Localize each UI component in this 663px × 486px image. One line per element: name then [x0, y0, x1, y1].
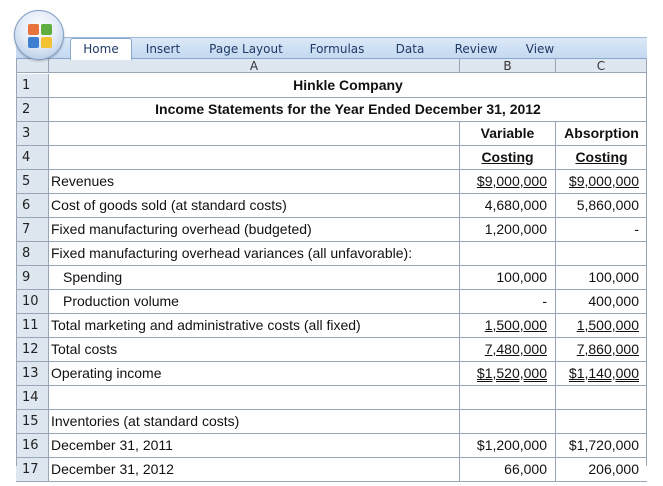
- row-number[interactable]: 3: [16, 122, 49, 145]
- sheet-row: [16, 434, 647, 458]
- row-number[interactable]: 10: [16, 290, 49, 313]
- column-header-a[interactable]: A: [49, 59, 460, 73]
- cell-c[interactable]: [556, 338, 647, 361]
- select-all-corner[interactable]: [16, 59, 49, 73]
- label-production-volume[interactable]: Production volume: [63, 293, 179, 309]
- row-number[interactable]: 11: [16, 314, 49, 337]
- value-text: 7,860,000: [576, 341, 639, 357]
- tab-insert[interactable]: Insert: [145, 42, 181, 56]
- spreadsheet-grid: [16, 59, 647, 477]
- cell-c[interactable]: [556, 170, 647, 193]
- label-overhead-variances[interactable]: Fixed manufacturing overhead variances (all unfavorable):: [51, 245, 413, 261]
- row-number[interactable]: 16: [16, 434, 49, 457]
- label-dec-2011[interactable]: December 31, 2011: [51, 437, 173, 453]
- row-number[interactable]: 9: [16, 266, 49, 289]
- header-costing-b-text: Costing: [481, 149, 534, 165]
- office-button[interactable]: [14, 10, 64, 60]
- sheet-row: [16, 266, 647, 290]
- cell-c[interactable]: 400,000: [588, 293, 639, 309]
- cell-b[interactable]: [460, 362, 555, 385]
- cell-c[interactable]: $1,720,000: [568, 437, 639, 453]
- row-number[interactable]: 13: [16, 362, 49, 385]
- column-header-b[interactable]: B: [460, 59, 556, 73]
- sheet-row: [16, 338, 647, 362]
- sheet-row: [16, 146, 647, 170]
- tab-view[interactable]: View: [525, 42, 555, 56]
- cell-b[interactable]: [460, 170, 555, 193]
- cell-b[interactable]: $1,200,000: [476, 437, 547, 453]
- cell-a[interactable]: [49, 122, 459, 145]
- tab-data[interactable]: Data: [395, 42, 425, 56]
- cell-b[interactable]: 4,680,000: [484, 197, 547, 213]
- cell-c[interactable]: -: [634, 221, 639, 237]
- row-number[interactable]: 12: [16, 338, 49, 361]
- sheet-row: [16, 242, 647, 266]
- row-number[interactable]: 1: [16, 74, 49, 97]
- cell-b[interactable]: 100,000: [496, 269, 547, 285]
- header-costing-c-text: Costing: [575, 149, 628, 165]
- label-marketing-admin[interactable]: Total marketing and administrative costs (all fixed): [51, 317, 361, 333]
- label-spending[interactable]: Spending: [63, 269, 123, 285]
- tab-home[interactable]: Home: [70, 38, 132, 60]
- tab-page-layout[interactable]: Page Layout: [209, 42, 283, 56]
- sheet-row: [16, 290, 647, 314]
- cell-c[interactable]: [556, 362, 647, 385]
- sheet-row: [16, 122, 647, 146]
- value-text: 1,500,000: [576, 317, 639, 333]
- header-costing-c[interactable]: [556, 146, 647, 169]
- cell-c[interactable]: [556, 314, 647, 337]
- cell-c[interactable]: [556, 242, 647, 265]
- cell-b[interactable]: 1,200,000: [484, 221, 547, 237]
- value-text: 1,500,000: [484, 317, 547, 333]
- value-text: $1,520,000: [476, 365, 547, 381]
- office-logo-icon: [28, 24, 52, 48]
- company-title[interactable]: Hinkle Company: [293, 77, 403, 93]
- label-total-costs[interactable]: Total costs: [51, 341, 118, 357]
- label-cogs[interactable]: Cost of goods sold (at standard costs): [51, 197, 287, 213]
- label-dec-2012[interactable]: December 31, 2012: [51, 461, 174, 477]
- cell-a[interactable]: [49, 386, 459, 409]
- column-header-c[interactable]: C: [556, 59, 647, 73]
- sheet-row: [16, 386, 647, 410]
- sheet-row: [16, 362, 647, 386]
- cell-b[interactable]: [460, 386, 555, 409]
- sheet-row: [16, 170, 647, 194]
- row-number[interactable]: 8: [16, 242, 49, 265]
- cell-b[interactable]: [460, 338, 555, 361]
- tab-review[interactable]: Review: [454, 42, 498, 56]
- label-inventories[interactable]: Inventories (at standard costs): [51, 413, 240, 429]
- sheet-row: [16, 218, 647, 242]
- cell-b[interactable]: -: [542, 293, 547, 309]
- sheet-row: [16, 98, 647, 122]
- tab-formulas[interactable]: Formulas: [309, 42, 365, 56]
- value-text: $9,000,000: [568, 173, 639, 189]
- value-text: $1,140,000: [568, 365, 639, 381]
- row-number[interactable]: 6: [16, 194, 49, 217]
- cell-c[interactable]: 5,860,000: [576, 197, 639, 213]
- sheet-row: [16, 194, 647, 218]
- header-variable[interactable]: Variable: [480, 125, 535, 141]
- label-operating-income[interactable]: Operating income: [51, 365, 162, 381]
- cell-c[interactable]: 206,000: [588, 461, 639, 477]
- cell-b[interactable]: [460, 314, 555, 337]
- value-text: 7,480,000: [484, 341, 547, 357]
- header-costing-b[interactable]: [460, 146, 555, 169]
- row-number[interactable]: 15: [16, 410, 49, 433]
- row-number[interactable]: 4: [16, 146, 49, 169]
- row-number[interactable]: 7: [16, 218, 49, 241]
- row-number[interactable]: 17: [16, 458, 49, 481]
- row-number[interactable]: 14: [16, 386, 49, 409]
- sheet-row: [16, 458, 647, 482]
- header-absorption[interactable]: Absorption: [564, 125, 639, 141]
- sheet-row: [16, 314, 647, 338]
- statement-title[interactable]: Income Statements for the Year Ended December 31, 2012: [155, 101, 541, 117]
- cell-a[interactable]: [49, 146, 459, 169]
- row-number[interactable]: 5: [16, 170, 49, 193]
- label-revenues[interactable]: Revenues: [51, 173, 115, 189]
- row-number[interactable]: 2: [16, 98, 49, 121]
- label-fixed-mfg-overhead[interactable]: Fixed manufacturing overhead (budgeted): [51, 221, 312, 237]
- cell-b[interactable]: [460, 410, 555, 433]
- value-text: $9,000,000: [476, 173, 547, 189]
- cell-b[interactable]: 66,000: [504, 461, 547, 477]
- cell-c[interactable]: [556, 410, 647, 433]
- cell-b[interactable]: [460, 242, 555, 265]
- sheet-row: [16, 410, 647, 434]
- cell-c[interactable]: 100,000: [588, 269, 639, 285]
- cell-c[interactable]: [556, 386, 647, 409]
- sheet-row: [16, 74, 647, 98]
